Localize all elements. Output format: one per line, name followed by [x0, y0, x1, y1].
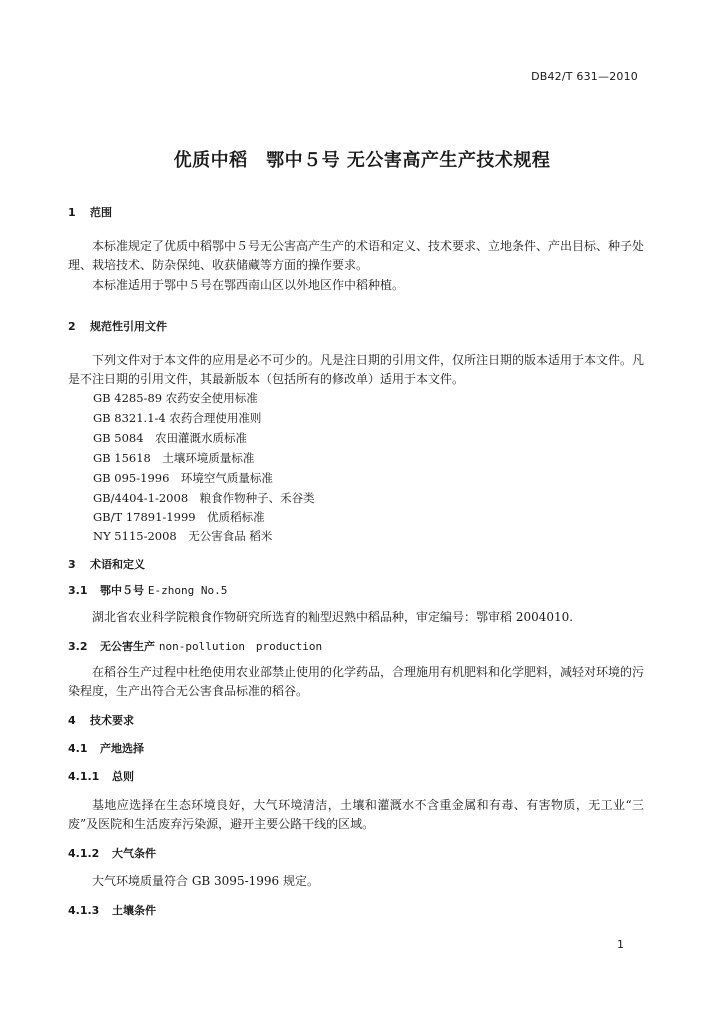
term-title: 无公害生产 — [100, 640, 155, 653]
subsection-title: 大气条件 — [112, 847, 156, 860]
section-number: 4 — [68, 714, 76, 727]
section-4-1-1-paragraph: 基地应选择在生态环境良好，大气环境清洁，土壤和灌溉水不含重金属和有毒、有害物质，无工业“三废”及医院和生活废弃污染源，避开主要公路干线的区域。 — [68, 798, 644, 831]
reference-item: GB 15618 土壤环境质量标准 — [93, 451, 255, 465]
reference-item: GB 095-1996 环境空气质量标准 — [93, 471, 273, 485]
term-3-2-heading — [68, 638, 322, 654]
document-title: 优质中稻 鄂中５号 无公害高产生产技术规程 — [173, 150, 551, 171]
section-2-paragraph-1: 下列文件对于本文件的应用是必不可少的。凡是注日期的引用文件，仅所注日期的版本适用于本文件。凡是不注日期的引用文件，其最新版本（包括所有的修改单）适用于本文件。 — [68, 353, 645, 386]
term-title: 鄂中５号 — [100, 584, 144, 597]
term-number: 3.1 — [68, 584, 88, 597]
section-4-1-2-heading — [68, 845, 156, 861]
section-number: 2 — [68, 320, 76, 333]
section-title: 技术要求 — [90, 714, 134, 727]
subsection-number: 4.1.2 — [68, 847, 100, 860]
section-title: 规范性引用文件 — [90, 320, 167, 333]
section-4-1-3-heading — [68, 902, 156, 918]
section-4-1-heading — [68, 740, 144, 756]
section-title: 术语和定义 — [90, 558, 145, 571]
section-title: 范围 — [90, 206, 112, 219]
section-4-1-2-paragraph: 大气环境质量符合 GB 3095-1996 规定。 — [92, 874, 319, 888]
subsection-number: 4.1.3 — [68, 904, 100, 917]
reference-item: GB/T 17891-1999 优质稻标准 — [93, 510, 265, 524]
reference-item: GB 8321.1-4 农药合理使用准则 — [93, 411, 262, 425]
section-3-heading — [68, 556, 145, 572]
subsection-title: 总则 — [112, 770, 134, 783]
term-3-2-definition: 在稻谷生产过程中杜绝使用农业部禁止使用的化学药品，合理施用有机肥料和化学肥料，减轻对环境的污染程度，生产出符合无公害食品标准的稻谷。 — [68, 665, 645, 698]
section-number: 3 — [68, 558, 76, 571]
reference-item: GB/4404-1-2008 粮食作物种子、禾谷类 — [93, 491, 315, 505]
term-3-1-heading — [68, 582, 227, 598]
standard-code: DB42/T 631—2010 — [531, 70, 638, 83]
term-english: non-pollution production — [158, 640, 323, 653]
section-1-heading — [68, 204, 112, 220]
subsection-number: 4.1 — [68, 742, 88, 755]
reference-item: GB 5084 农田灌溉水质标准 — [93, 431, 248, 445]
subsection-title: 产地选择 — [100, 742, 144, 755]
page-number: 1 — [617, 938, 624, 951]
section-4-heading — [68, 712, 134, 728]
subsection-title: 土壤条件 — [112, 904, 156, 917]
reference-item: GB 4285-89 农药安全使用标准 — [93, 391, 258, 405]
term-number: 3.2 — [68, 640, 88, 653]
section-1-paragraph-1: 本标准规定了优质中稻鄂中５号无公害高产生产的术语和定义、技术要求、立地条件、产出目标、种子处理、栽培技术、防杂保纯、收获储藏等方面的操作要求。 — [68, 239, 645, 272]
reference-item: NY 5115-2008 无公害食品 稻米 — [93, 529, 273, 543]
section-number: 1 — [68, 206, 76, 219]
section-2-heading — [68, 318, 167, 334]
section-1-paragraph-2: 本标准适用于鄂中５号在鄂西南山区以外地区作中稻种植。 — [92, 278, 405, 292]
term-english: E-zhong No.5 — [147, 584, 228, 597]
subsection-number: 4.1.1 — [68, 770, 100, 783]
term-3-1-definition: 湖北省农业科学院粮食作物研究所选育的籼型迟熟中稻品种，审定编号：鄂审稻 2004010. — [92, 610, 574, 624]
section-4-1-1-heading — [68, 768, 134, 784]
